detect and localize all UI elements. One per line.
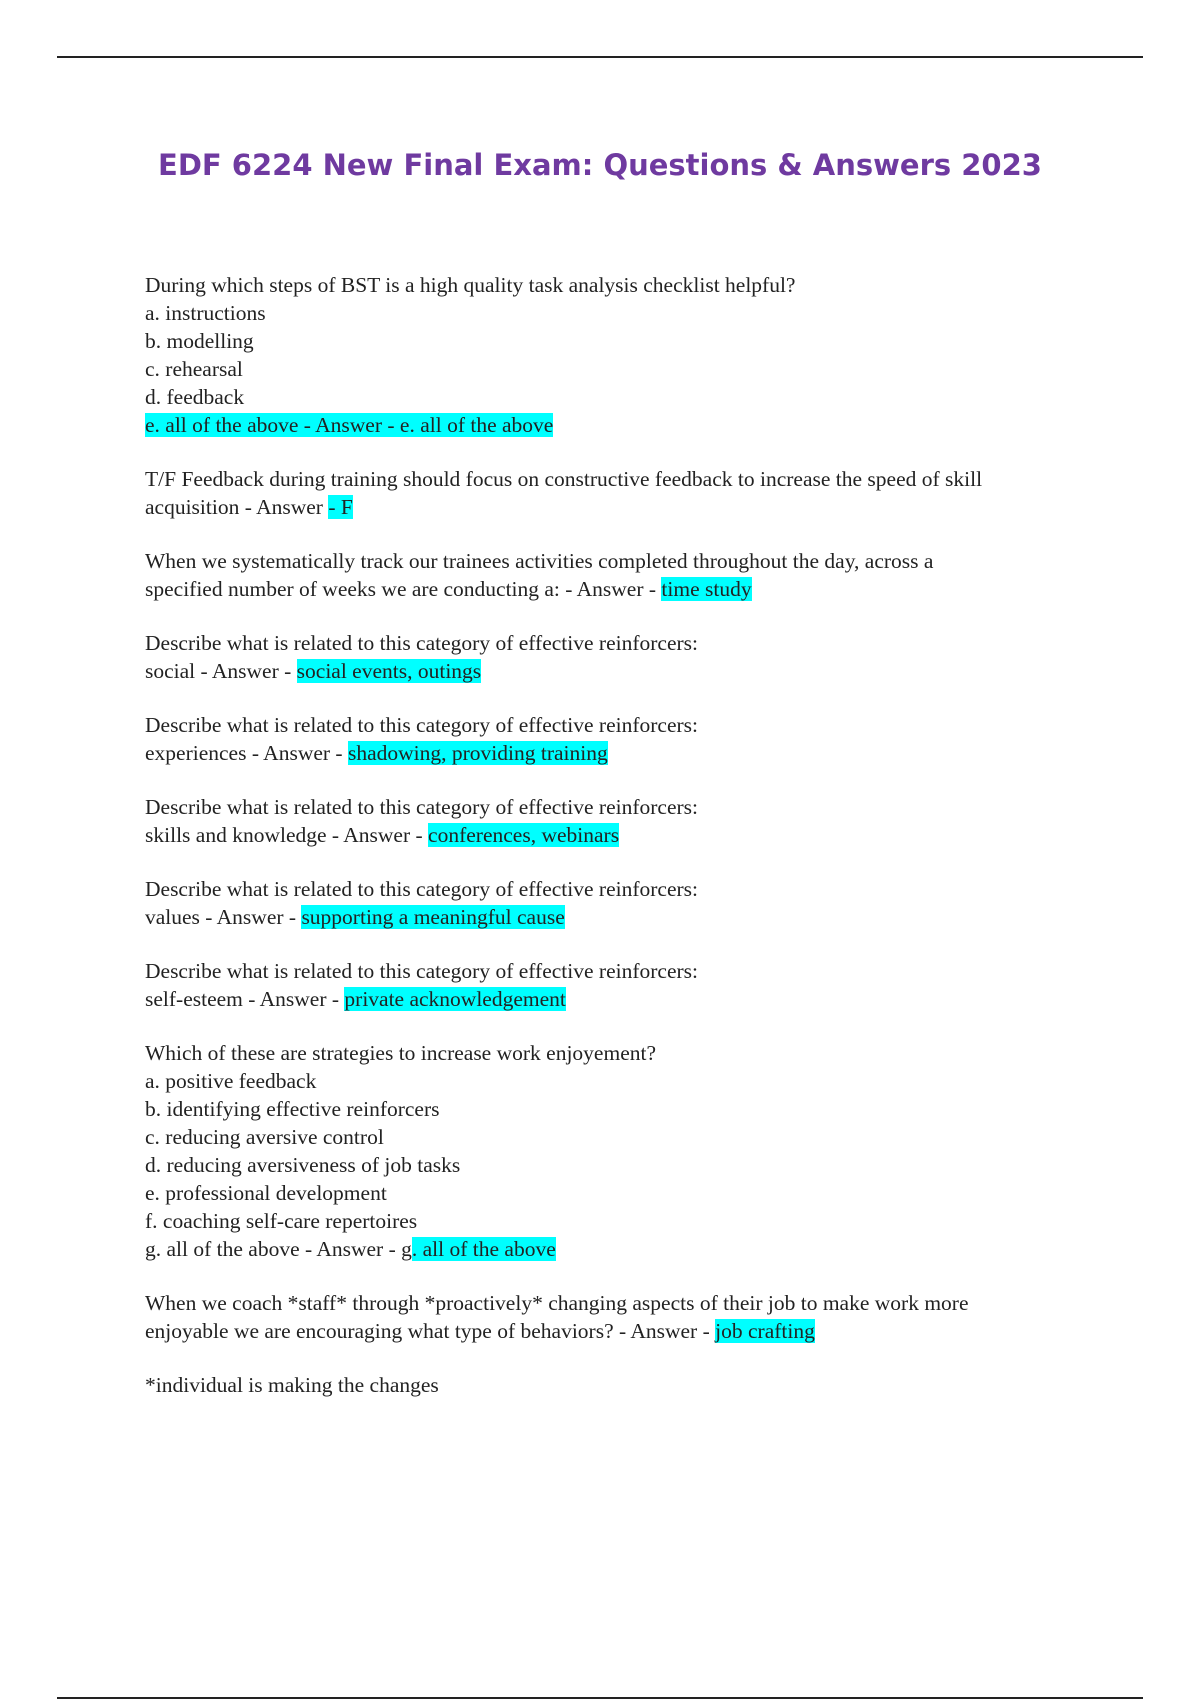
option-c: c. reducing aversive control	[145, 1125, 384, 1149]
option-a: a. positive feedback	[145, 1069, 317, 1093]
note-text: *individual is making the changes	[145, 1373, 439, 1397]
category-label: self-esteem - Answer -	[145, 987, 345, 1011]
question-block-9	[145, 1039, 1105, 1263]
option-a: a. instructions	[145, 301, 266, 325]
option-e: e. professional development	[145, 1181, 387, 1205]
option-b: b. modelling	[145, 329, 254, 353]
question-block-7	[145, 875, 1105, 931]
question-text: When we systematically track our trainees activities completed throughout the day, across a	[145, 549, 934, 573]
page-title: EDF 6224 New Final Exam: Questions & Answers 2023	[158, 148, 1042, 182]
question-block-5	[145, 711, 1105, 767]
option-d: d. feedback	[145, 385, 245, 409]
option-c: c. rehearsal	[145, 357, 243, 381]
question-text: Describe what is related to this category of effective reinforcers:	[145, 713, 698, 737]
question-text: T/F Feedback during training should focus on constructive feedback to increase the speed of skill	[145, 467, 983, 491]
question-text: Describe what is related to this category of effective reinforcers:	[145, 959, 698, 983]
question-text-cont: enjoyable we are encouraging what type of behaviors? - Answer -	[145, 1319, 716, 1343]
option-d: d. reducing aversiveness of job tasks	[145, 1153, 461, 1177]
option-g: g. all of the above - Answer - g	[145, 1237, 412, 1261]
highlighted-answer: social events, outings	[296, 659, 482, 683]
category-label: skills and knowledge - Answer -	[145, 823, 429, 847]
question-block-10	[145, 1289, 1105, 1345]
highlighted-answer: private acknowledgement	[344, 987, 566, 1011]
category-label: social - Answer -	[145, 659, 297, 683]
highlighted-answer: . all of the above	[411, 1237, 556, 1261]
question-block-1	[145, 271, 1105, 439]
highlighted-answer: - F	[328, 495, 353, 519]
qa-content	[145, 271, 1105, 1425]
note-block	[145, 1371, 1105, 1399]
bottom-rule	[57, 1697, 1143, 1699]
option-b: b. identifying effective reinforcers	[145, 1097, 440, 1121]
option-f: f. coaching self-care repertoires	[145, 1209, 418, 1233]
highlighted-answer: job crafting	[715, 1319, 815, 1343]
category-label: values - Answer -	[145, 905, 302, 929]
highlighted-answer: time study	[661, 577, 752, 601]
question-block-4	[145, 629, 1105, 685]
category-label: experiences - Answer -	[145, 741, 348, 765]
question-text: During which steps of BST is a high quality task analysis checklist helpful?	[145, 273, 796, 297]
highlighted-answer: conferences, webinars	[428, 823, 620, 847]
question-text-cont: acquisition - Answer	[145, 495, 329, 519]
highlighted-answer: shadowing, providing training	[347, 741, 608, 765]
question-text: Describe what is related to this category of effective reinforcers:	[145, 631, 698, 655]
highlighted-answer: e. all of the above - Answer - e. all of the above	[145, 413, 554, 437]
question-block-8	[145, 957, 1105, 1013]
top-rule	[57, 56, 1143, 58]
question-block-2	[145, 465, 1105, 521]
question-text: Which of these are strategies to increase work enjoyement?	[145, 1041, 657, 1065]
question-block-6	[145, 793, 1105, 849]
question-text: When we coach *staff* through *proactively* changing aspects of their job to make work more	[145, 1291, 969, 1315]
highlighted-answer: supporting a meaningful cause	[301, 905, 565, 929]
question-text: Describe what is related to this category of effective reinforcers:	[145, 877, 698, 901]
question-text: Describe what is related to this category of effective reinforcers:	[145, 795, 698, 819]
question-block-3	[145, 547, 1105, 603]
question-text-cont: specified number of weeks we are conducting a: - Answer -	[145, 577, 662, 601]
